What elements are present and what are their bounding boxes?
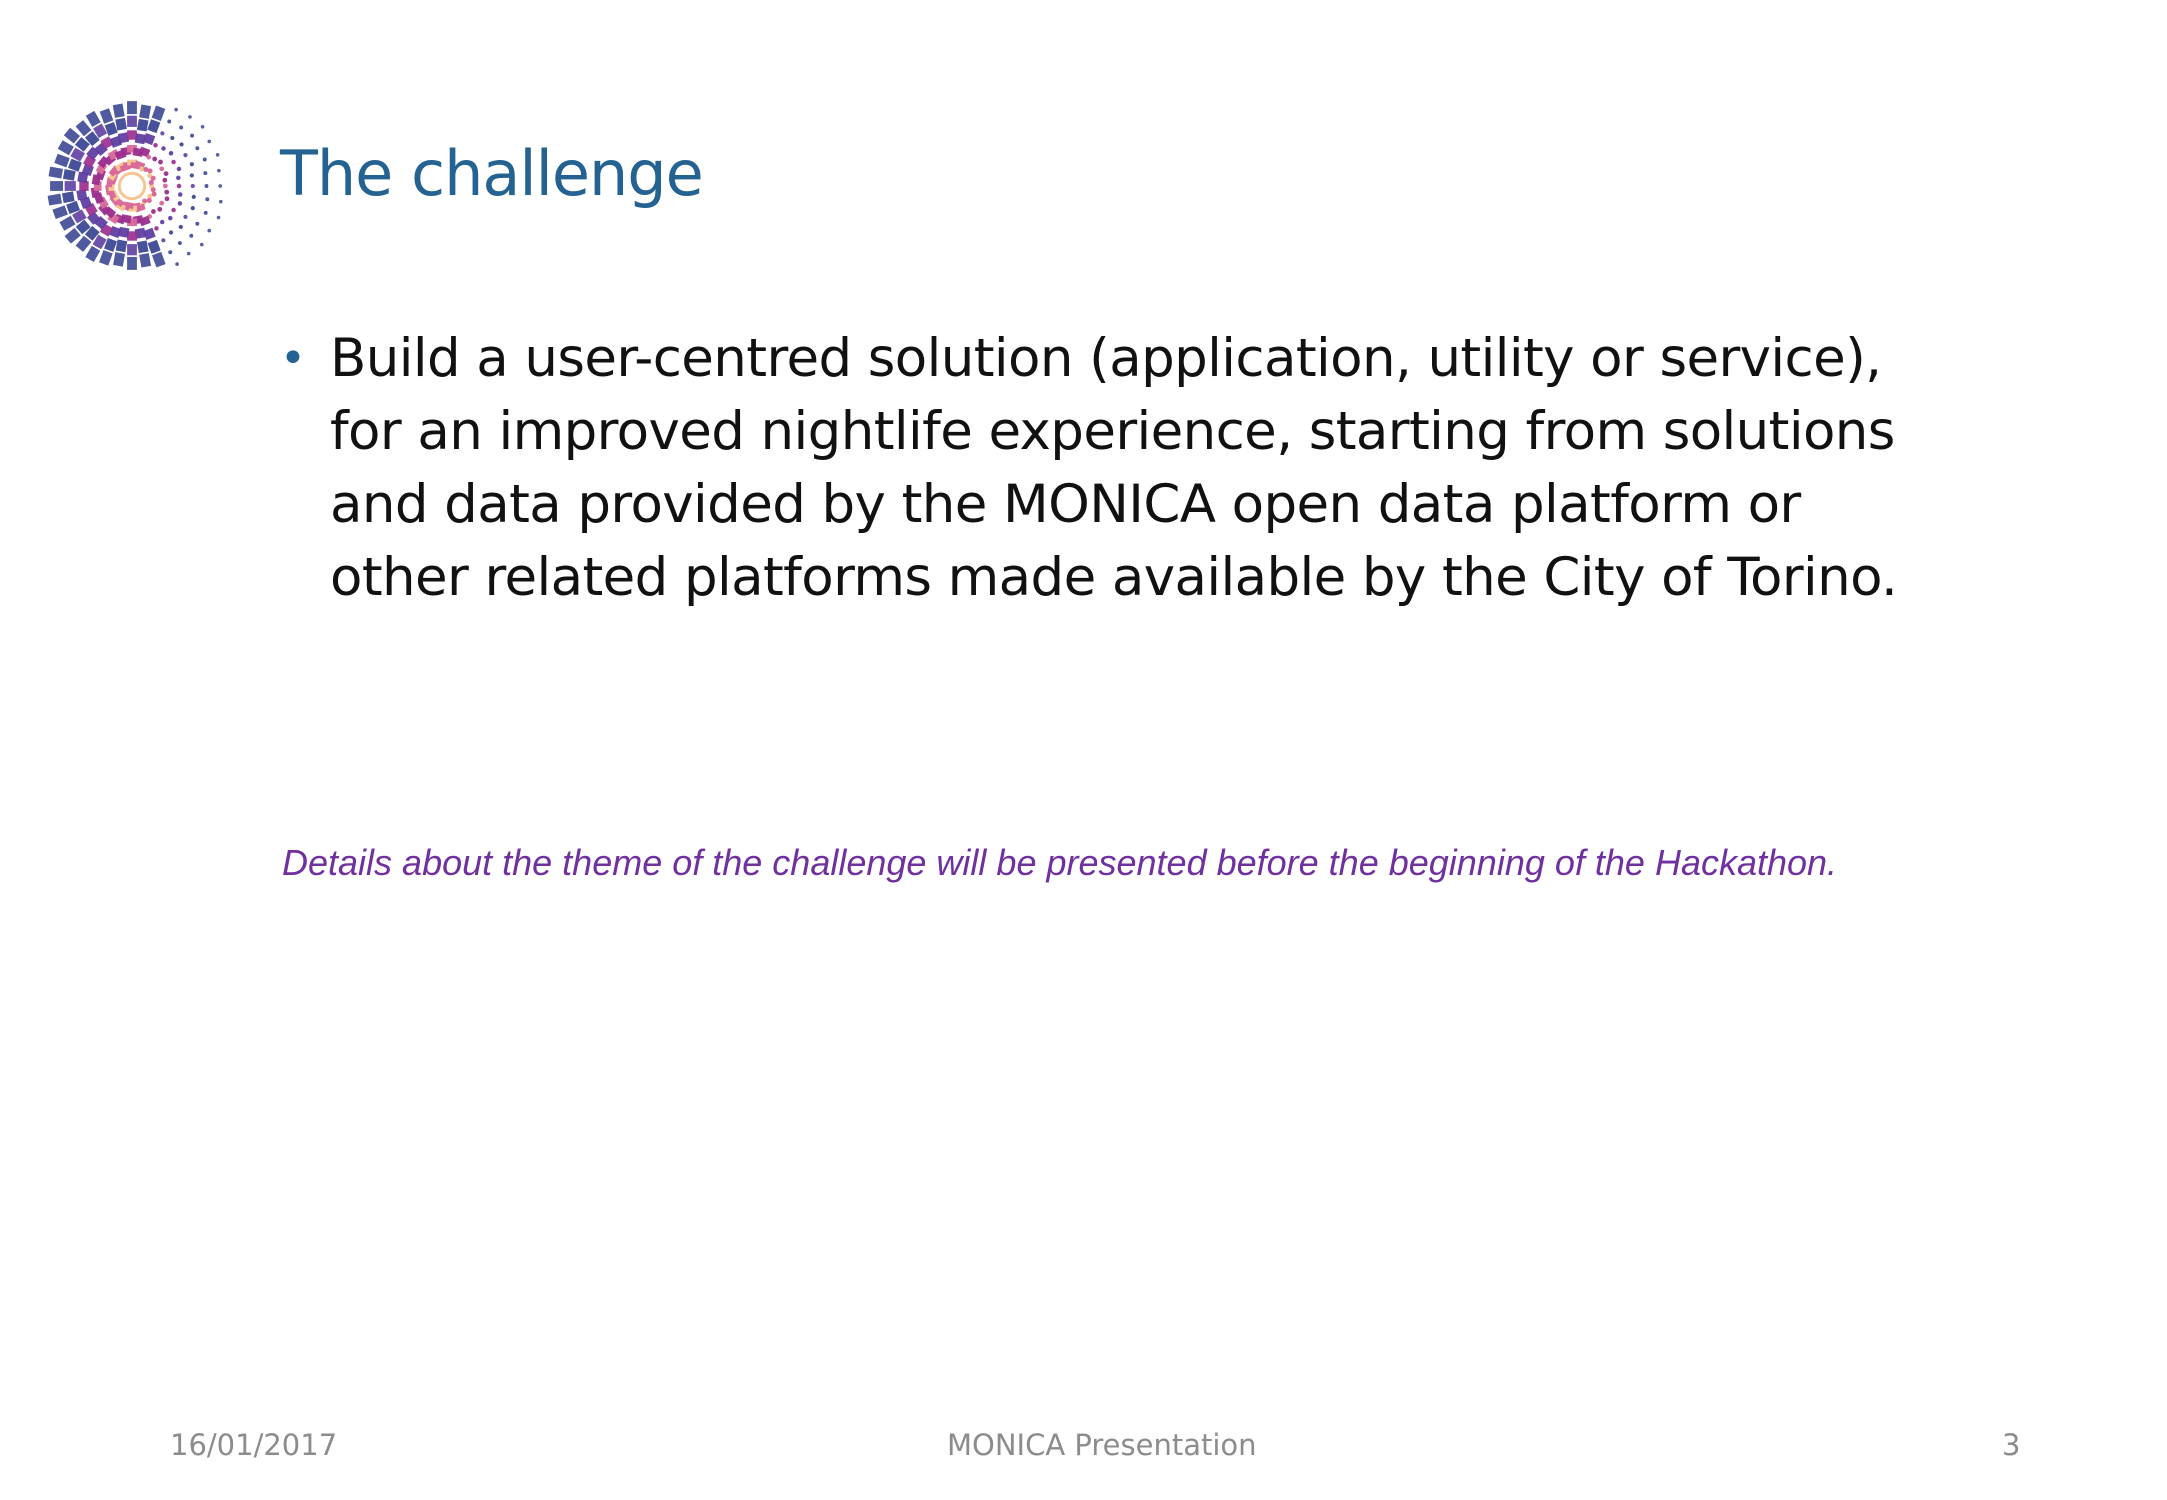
monica-logo-icon [34, 88, 230, 284]
footer-date: 16/01/2017 [170, 1428, 338, 1462]
footer-title: MONICA Presentation [947, 1428, 1257, 1462]
slide-title: The challenge [280, 137, 703, 210]
bullet-line: other related platforms made available by the City of Torino. [330, 547, 1898, 608]
bullet-line: Build a user-centred solution (application, utility or service), [330, 328, 1882, 389]
page-number: 3 [2002, 1428, 2021, 1462]
bullet-icon: • [280, 333, 306, 384]
bullet-list [278, 322, 1998, 614]
challenge-note: Details about the theme of the challenge will be presented before the beginning of the Hackathon. [282, 842, 1838, 883]
bullet-line: and data provided by the MONICA open data platform or [330, 474, 1801, 535]
bullet-line: for an improved nightlife experience, starting from solutions [330, 401, 1895, 462]
bullet-item [278, 322, 1998, 614]
